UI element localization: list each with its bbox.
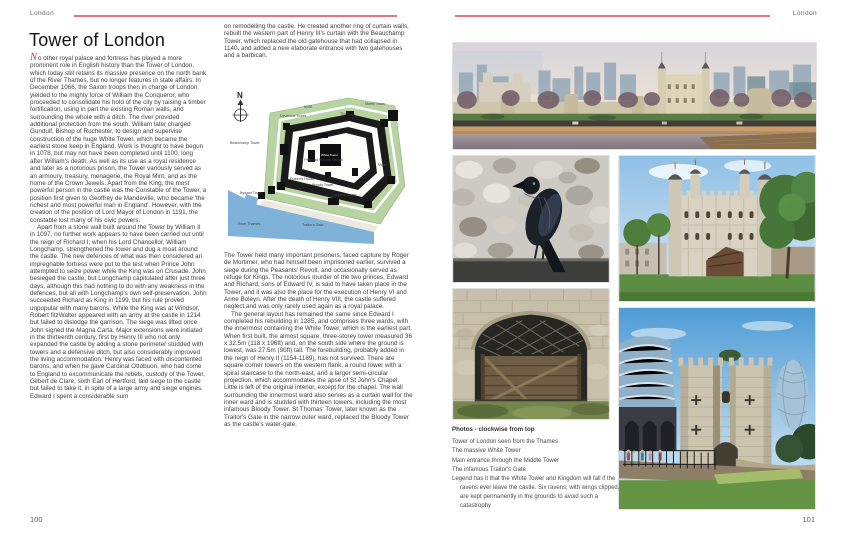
right-page	[422, 0, 845, 543]
wooden-gate	[481, 354, 581, 405]
text-column-1	[30, 52, 207, 400]
right-running-header: London	[792, 10, 817, 17]
page-title: Tower of London	[29, 30, 166, 50]
tower-plan-map	[228, 86, 414, 244]
svg-text:Moat: Moat	[303, 104, 313, 109]
paragraph-4: The Tower held many important prisoners, faced capture by Roger de Mortimer, who had himself been imprisoned earlier, survived a siege during the Peasants' Revolt, and occasionally served as refuge for Kings. The notorious murder of the two princes, Edward and Richard, sons of Edward IV, is said to have taken place in the Tower, and it was also the place for the execution of Henry VI and Anne Boleyn. After the death of Henry VIII, the castle suffered neglect and was only rarely used again as a royal palace.	[224, 252, 409, 311]
text-column-2-bottom	[224, 252, 413, 428]
left-running-header: London	[30, 10, 55, 17]
svg-text:Traitor's Gate: Traitor's Gate	[302, 223, 324, 227]
svg-text:River Thames: River Thames	[238, 222, 261, 226]
photo-middle-tower	[618, 307, 816, 510]
text-column-2-top	[224, 23, 413, 60]
caption-item: Tower of London seen from the Thames	[452, 439, 558, 445]
photo-raven	[452, 155, 610, 283]
svg-text:St Peter ad Vincula Church: St Peter ad Vincula Church	[300, 158, 344, 162]
svg-text:Bloody Tower: Bloody Tower	[312, 183, 334, 187]
compass-rose	[233, 91, 249, 122]
caption-item: Legend has it that the White Tower and Kingdom will fall if the ravens ever leave the castle. Six ravens, with wings clipped, are kept permanently in the grounds to avoid such a catastrophy	[452, 476, 620, 509]
paragraph-1: No other royal palace and fortress has played a more prominent role in English history than the Tower of London, which today still retains its massive presence on the north bank of the River Thames, but no longer features in state affairs. In December 1066, the Saxon troops then in charge of London yielded to the mighty force of William the Conqueror, who proceeded to consolidate his hold of the city by raising a timber fortification, using in part the existing Roman walls, and surrounding the whole with a ditch. The river provided additional protection from the south. William later charged Gundulf, Bishop of Rochester, to design and supervise construction of the huge White Tower, which became the earliest stone keep in England. Work is thought to have begun in 1078, but may not have been completed until 1100, long after William's death. As well as its use as a royal residence and later as a notorious prison, the Tower variously served as an armoury, treasury, menagerie, the Royal Mint, and as the home of the Crown Jewels. Apart from the King, the most powerful person in the castle was the Constable of the Tower, a position first given to Geoffrey de Mandeville, who became 'the richest and most powerful man in England'. However, with the creation of the position of Lord Mayor of London in 1191, the constable lost many of his civic powers.	[30, 52, 207, 224]
svg-text:The Ditch: The Ditch	[339, 112, 356, 118]
left-page-number: 100	[30, 515, 43, 524]
svg-text:Martin Tower: Martin Tower	[365, 102, 386, 106]
left-header-rule	[74, 15, 397, 17]
caption-item: The infamous Traitor's Gate	[452, 466, 526, 473]
glass-building	[619, 336, 676, 450]
caption-item: The massive White Tower	[452, 448, 521, 455]
paragraph-5: The general layout has remained the same since Edward I completed his rebuilding in 1285, and comprises three wards, with the innermost containing the White Tower, which is the earliest part. When first built, the almost square, three-storey tower measured 36 x 32.5m (118 x 196ft) and, on the south side where the ground is lowest, was 27.5m (90ft) tall. The forebuilding, probably added in the reign of Henry II (1154-1189), has not survived. There are square corner towers on the western flank, a round tower with a spiral staircase to the north-east, and a larger semi-circular projection, which accommodates the apse of St John's Chapel. Little is left of the original interior, except for the chapel. The wall surrounding the innermost ward also serves as a curtain wall for the inner ward and is studded with thirteen towers, including the most infamous Bloody Tower. St Thomas' Tower, later known as the Traitor's Gate in the narrow outer ward, replaced the Bloody Tower as the castle's water-gate.	[224, 310, 413, 428]
drop-cap: N	[30, 52, 38, 63]
svg-text:Devereux Tower: Devereux Tower	[280, 114, 306, 118]
svg-text:Lanthorn Tower: Lanthorn Tower	[332, 193, 357, 197]
photo-white-tower	[618, 155, 816, 302]
paragraph-2: Apart from a stone wall built around the Tower by William II in 1097, no further work appears to have been carried out until the reign of Richard I, when his Lord Chancellor, William Longchamp, strengthened the tower and dug a moat around the castle. The new defences of what was then considered an impregnable fortress were put to the test when Prince John attempted to seize power while the King was on Crusade. John besieged the castle, but Longchamp capitulated after just three days, although this had nothing to do with any weakness in the defences, but all with Longchamp's own self-preservation. John succeeded Richard as King in 1199, but his rule proved unpopular with many barons. While the King was at Windsor, Robert fitzWalter appeared with an army at the castle in 1214 but failed to dislodge the garrison. The siege was lifted once John signed the Magna Carta. Major extensions were initiated in the thirteenth century, first by Henry III who not only expanded the castle by adding a stone perimeter studded with towers and a defensive ditch, but also considerably improved the living accommodation. Henry was faced with discontented barons, and when he gave Cardinal Ottobuon, who had come to England to excommunicate the rebels, custody of the Tower, Gilbert de Clare, sixth Earl of Hertford, laid siege to the castle but failed to take it, in spite of a large army and siege engines. Edward I spent a considerable sum	[30, 223, 207, 400]
svg-text:Queen's House: Queen's House	[290, 177, 315, 181]
right-header-rule	[455, 15, 770, 17]
left-page	[0, 0, 422, 543]
svg-text:White Tower: White Tower	[321, 153, 338, 157]
photo-tower-from-thames	[452, 42, 817, 150]
photo-traitors-gate	[452, 288, 610, 420]
photo-captions	[452, 426, 624, 511]
svg-text:N: N	[237, 91, 243, 100]
svg-text:Beauchamp Tower: Beauchamp Tower	[230, 141, 260, 145]
svg-text:Byward Tower: Byward Tower	[240, 191, 263, 195]
right-page-number: 101	[802, 515, 815, 524]
captions-heading: Photos - clockwise from top	[452, 426, 535, 433]
svg-text:Moat: Moat	[378, 163, 386, 167]
paragraph-3: on remodelling the castle. He created another ring of curtain walls, rebuilt the western part of Henry III's curtain with the Beauchamp Tower, which replaced the old gatehouse that had collapsed in 1140, and added a new elaborate entrance with two gatehouses and a barbican.	[224, 23, 409, 60]
caption-item: Main entrance through the Middle Tower	[452, 457, 559, 464]
